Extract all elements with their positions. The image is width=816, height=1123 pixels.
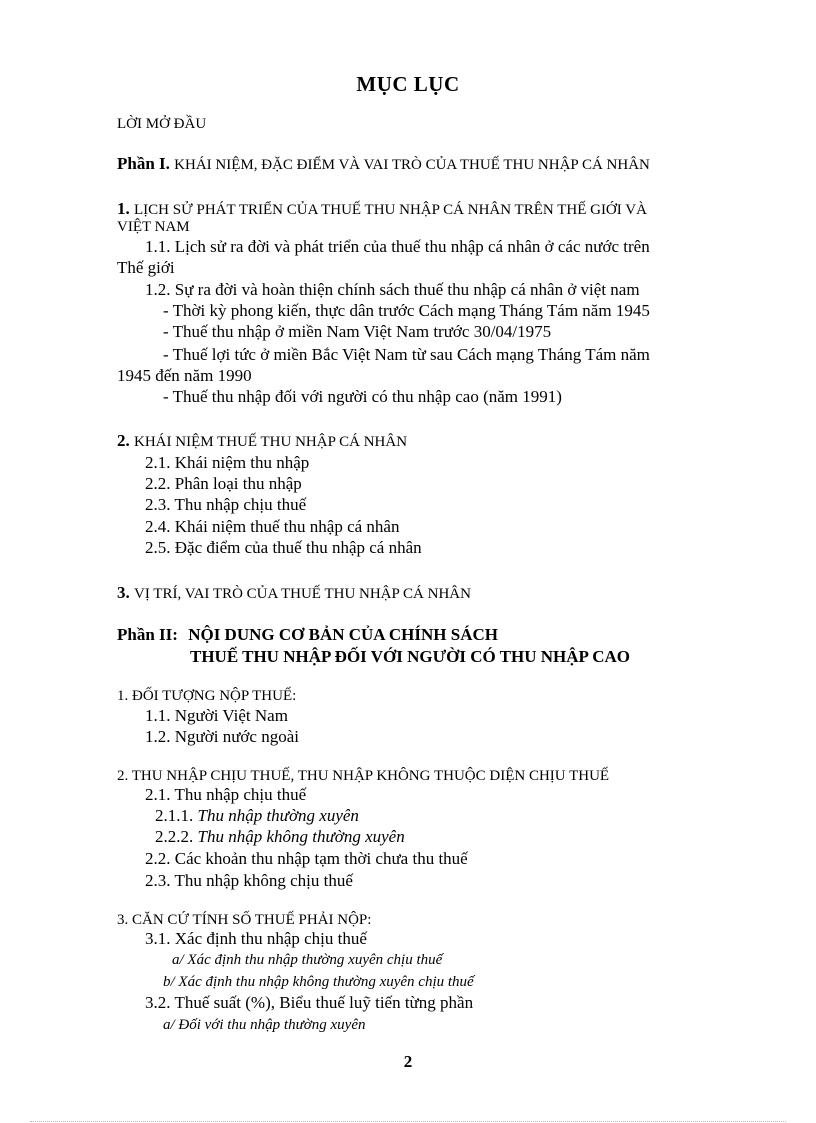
s1-dash-3b: 1945 đến năm 1990 [117,366,252,385]
s2-title: KHÁI NIỆM THUẾ THU NHẬP CÁ NHÂN [134,434,408,450]
s1-item-1-2: 1.2. Sự ra đời và hoàn thiện chính sách thuế thu nhập cá nhân ở việt nam [145,280,640,299]
footer-divider [30,1121,786,1122]
s3-title: VỊ TRÍ, VAI TRÒ CỦA THUẾ THU NHẬP CÁ NHÂN [134,586,471,602]
p2s1-item: 1.1. Người Việt Nam [145,706,288,725]
s1-item-1-1a: 1.1. Lịch sử ra đời và phát triển của thuế thu nhập cá nhân ở các nước trên [145,237,650,256]
s2-item: 2.2. Phân loại thu nhập [145,474,302,493]
s1-item-1-1b: Thế giới [117,258,175,277]
s1-dash-4: - Thuế thu nhập đối với người có thu nhập cao (năm 1991) [163,387,562,406]
page-title: MỤC LỤC [356,72,460,96]
page-number: 2 [403,1052,413,1071]
p2s1-item: 1.2. Người nước ngoài [145,727,299,746]
p2s3-item-b: b/ Xác định thu nhập không thường xuyên chịu thuế [163,974,474,990]
item-text: Thu nhập thường xuyên [197,806,359,825]
part1-heading [117,154,650,175]
p2s3-heading: 3. CĂN CỨ TÍNH SỐ THUẾ PHẢI NỘP: [117,912,372,928]
p2s2-item-2-3: 2.3. Thu nhập không chịu thuế [145,871,353,890]
s1-title-b: VIỆT NAM [117,219,190,235]
part2-label: Phần II: [117,625,178,644]
part2-line2: THUẾ THU NHẬP ĐỐI VỚI NGƯỜI CÓ THU NHẬP CAO [190,647,631,666]
item-number: 2.2.2. [155,827,194,846]
s1-number: 1. [117,199,130,218]
p2s3-item-a2: a/ Đối với thu nhập thường xuyên [163,1017,366,1033]
part2-heading [117,625,498,645]
p2s3-item-3-1: 3.1. Xác định thu nhập chịu thuế [145,929,367,948]
s2-item: 2.3. Thu nhập chịu thuế [145,495,307,514]
part2-line1: NỘI DUNG CƠ BẢN CỦA CHÍNH SÁCH [188,625,498,644]
part1-label: Phần I. [117,154,170,173]
p2s2-item-2-1: 2.1. Thu nhập chịu thuế [145,785,307,804]
s1-dash-2: - Thuế thu nhập ở miền Nam Việt Nam trước 30/04/1975 [163,322,552,341]
p2s2-heading: 2. THU NHẬP CHỊU THUẾ, THU NHẬP KHÔNG THUỘC DIỆN CHỊU THUẾ [117,768,610,784]
p2s2-item-2-1-1 [155,806,359,826]
s1-dash-1: - Thời kỳ phong kiến, thực dân trước Cách mạng Tháng Tám năm 1945 [163,301,650,320]
s2-number: 2. [117,431,130,450]
s1-title-a: LỊCH SỬ PHÁT TRIỂN CỦA THUẾ THU NHẬP CÁ NHÂN TRÊN THẾ GIỚI VÀ [134,202,647,218]
s1-dash-3a: - Thuế lợi tức ở miền Bắc Việt Nam từ sau Cách mạng Tháng Tám năm [163,345,650,364]
p2s2-item-2-2: 2.2. Các khoản thu nhập tạm thời chưa thu thuế [145,849,468,868]
s3-number: 3. [117,583,130,602]
part1-text: KHÁI NIỆM, ĐẶC ĐIỂM VÀ VAI TRÒ CỦA THUẾ THU NHẬP CÁ NHÂN [174,157,650,173]
s2-item: 2.1. Khái niệm thu nhập [145,453,310,472]
s2-item: 2.4. Khái niệm thuế thu nhập cá nhân [145,517,400,536]
s1-heading [117,199,769,220]
item-text: Thu nhập không thường xuyên [197,827,405,846]
s2-heading [117,431,407,452]
p2s3-item-3-2: 3.2. Thuế suất (%), Biểu thuế luỹ tiến từng phần [145,993,474,1012]
s3-heading [117,583,471,604]
p2s3-item-a: a/ Xác định thu nhập thường xuyên chịu thuế [172,952,443,968]
intro-entry: LỜI MỞ ĐẦU [117,116,207,132]
item-number: 2.1.1. [155,806,194,825]
p2s2-item-2-2-2 [155,827,405,847]
s2-item: 2.5. Đặc điểm của thuế thu nhập cá nhân [145,538,422,557]
p2s1-heading: 1. ĐỐI TƯỢNG NỘP THUẾ: [117,688,297,704]
